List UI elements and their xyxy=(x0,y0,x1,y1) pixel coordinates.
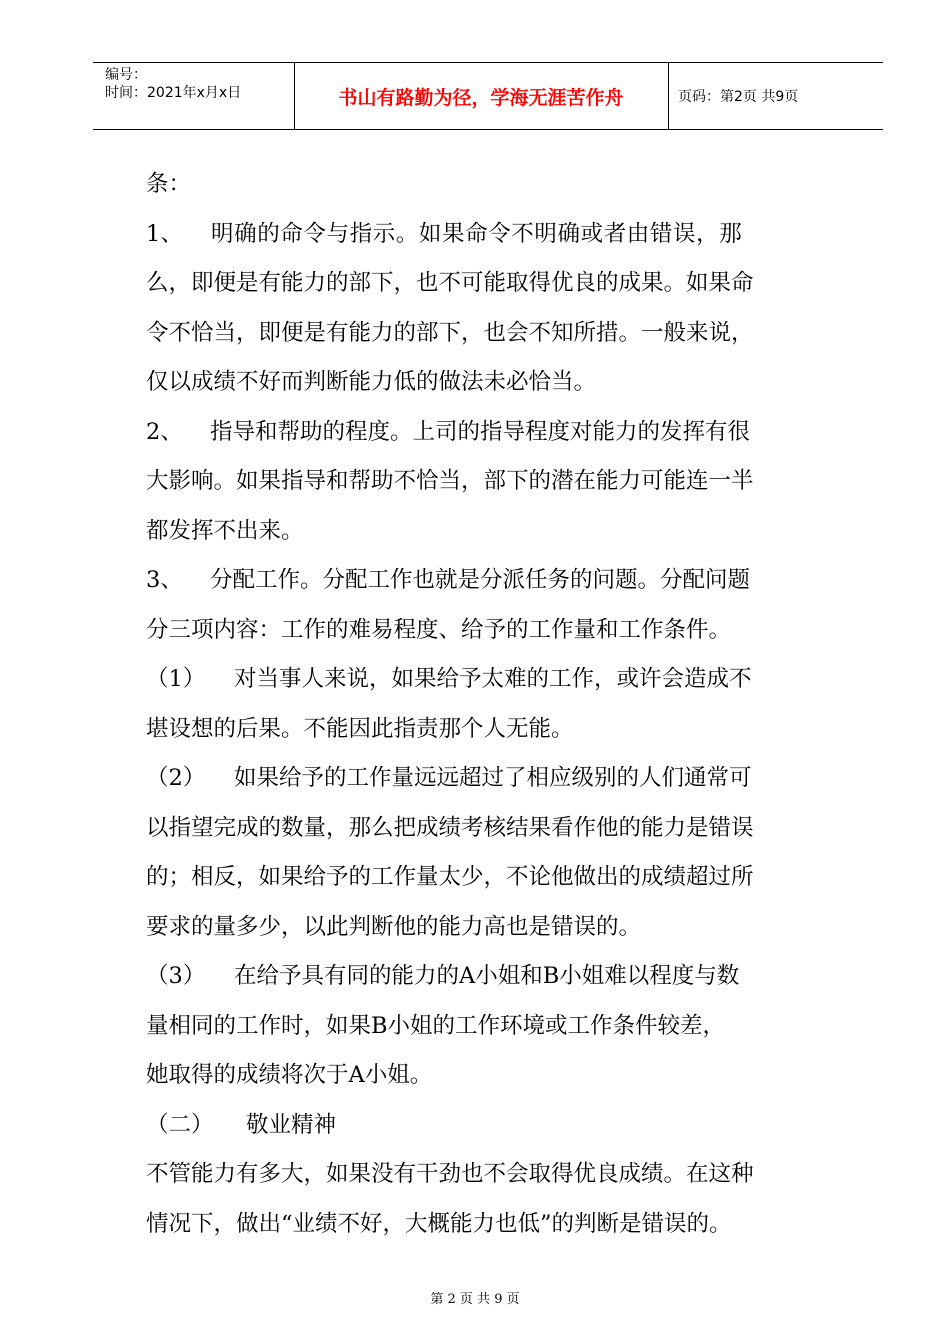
line-text: 堪设想的后果。不能因此指责那个人无能。 xyxy=(146,715,574,742)
text-line xyxy=(146,705,846,755)
header-divider-right xyxy=(668,63,669,129)
header-time-label: 时间：2021年x月x日 xyxy=(105,85,242,101)
line-text: 条： xyxy=(146,171,192,197)
page-footer xyxy=(0,1288,950,1307)
list-item-1 xyxy=(146,210,846,260)
text-line xyxy=(146,160,846,210)
header-page-info: 页码：第2页 共9页 xyxy=(678,89,799,105)
text-line xyxy=(146,507,846,557)
sub-item-2 xyxy=(146,754,846,804)
sub-item-number: （3） xyxy=(146,963,206,989)
line-text: 分三项内容：工作的难易程度、给予的工作量和工作条件。 xyxy=(146,616,732,643)
text-line xyxy=(146,1200,846,1250)
text-line xyxy=(146,1150,846,1200)
header-number-label: 编号： xyxy=(105,67,147,83)
text-line xyxy=(146,853,846,903)
list-number: 2、 xyxy=(146,418,183,445)
section-heading xyxy=(146,1101,846,1151)
page-header xyxy=(93,62,883,130)
line-text: 令不恰当，即便是有能力的部下，也会不知所措。一般来说， xyxy=(146,319,754,346)
text-line xyxy=(146,457,846,507)
line-text: 明确的命令与指示。如果命令不明确或者由错误，那 xyxy=(211,220,743,247)
list-item-2 xyxy=(146,408,846,458)
text-line xyxy=(146,259,846,309)
text-line xyxy=(146,804,846,854)
line-text: 以指望完成的数量，那么把成绩考核结果看作他的能力是错误 xyxy=(146,814,754,841)
list-number: 1、 xyxy=(146,220,183,247)
line-text: 对当事人来说，如果给予太难的工作，或许会造成不 xyxy=(234,666,752,692)
line-text: 仅以成绩不好而判断能力低的做法未必恰当。 xyxy=(146,369,597,395)
footer-page-number: 第 2 页 共 9 页 xyxy=(430,1292,520,1307)
line-text: 要求的量多少，以此判断他的能力高也是错误的。 xyxy=(146,913,642,940)
text-line xyxy=(146,309,846,359)
text-line xyxy=(146,903,846,953)
line-text: 情况下，做出“业绩不好，大概能力也低”的判断是错误的。 xyxy=(146,1210,732,1237)
section-title: 敬业精神 xyxy=(246,1111,337,1138)
header-meta xyxy=(105,66,241,102)
line-text: 指导和帮助的程度。上司的指导程度对能力的发挥有很 xyxy=(210,418,751,445)
line-text: 在给予具有同的能力的A小姐和B小姐难以程度与数 xyxy=(234,963,740,989)
line-text: 量相同的工作时，如果B小姐的工作环境或工作条件较差， xyxy=(146,1012,726,1039)
list-number: 3、 xyxy=(146,567,183,593)
sub-item-number: （2） xyxy=(146,765,206,791)
text-line xyxy=(146,1002,846,1052)
line-text: 的；相反，如果给予的工作量太少，不论他做出的成绩超过所 xyxy=(146,864,754,890)
line-text: 不管能力有多大，如果没有干劲也不会取得优良成绩。在这种 xyxy=(146,1161,754,1187)
line-text: 如果给予的工作量远远超过了相应级别的人们通常可 xyxy=(234,765,752,791)
line-text: 分配工作。分配工作也就是分派任务的问题。分配问题 xyxy=(210,567,751,593)
sub-item-1 xyxy=(146,655,846,705)
line-text: 大影响。如果指导和帮助不恰当，部下的潜在能力可能连一半 xyxy=(146,468,754,494)
line-text: 么，即便是有能力的部下，也不可能取得优良的成果。如果命 xyxy=(146,270,754,296)
text-line xyxy=(146,606,846,656)
sub-item-number: （1） xyxy=(146,666,206,692)
section-number: （二） xyxy=(146,1111,214,1138)
sub-item-3 xyxy=(146,952,846,1002)
line-text: 她取得的成绩将次于A小姐。 xyxy=(146,1062,433,1088)
document-body xyxy=(146,160,846,1249)
line-text: 都发挥不出来。 xyxy=(146,517,304,544)
list-item-3 xyxy=(146,556,846,606)
text-line xyxy=(146,1051,846,1101)
text-line xyxy=(146,358,846,408)
header-motto: 书山有路勤为径，学海无涯苦作舟 xyxy=(338,86,624,109)
